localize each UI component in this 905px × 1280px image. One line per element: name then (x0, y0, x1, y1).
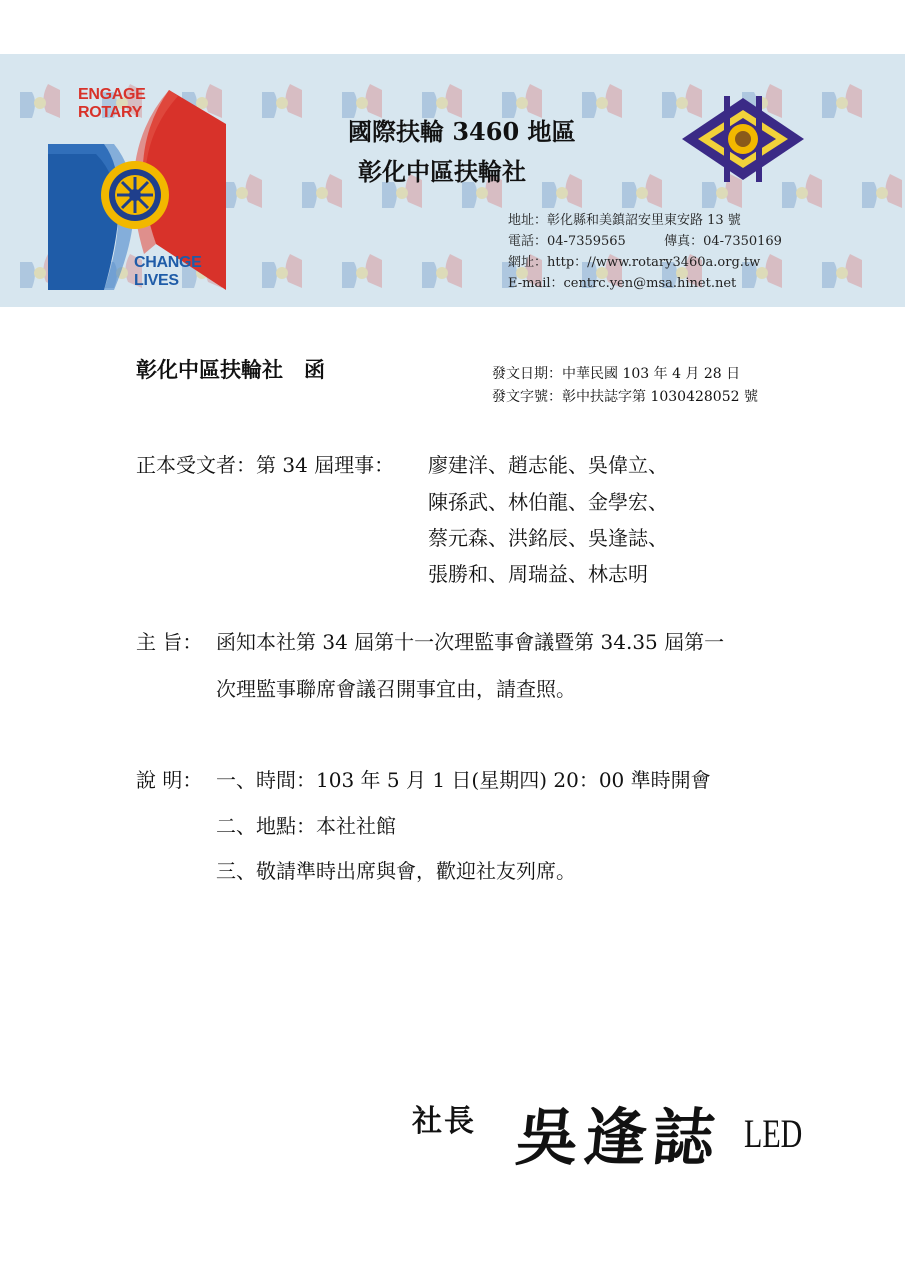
logo-text-rotary: ROTARY (78, 104, 142, 121)
recipients-line: 廖建洋、趙志能、吳偉立、 (428, 453, 668, 477)
club-emblem-icon (680, 96, 806, 182)
recipients-line: 蔡元森、洪銘辰、吳逢誌、 (428, 526, 668, 550)
engage-rotary-logo (44, 84, 228, 290)
recipients-label: 正本受文者：第 34 屆理事： (136, 453, 395, 477)
subject-line-2: 次理監事聯席會議召開事宜由，請查照。 (216, 677, 576, 701)
logo-text-change: CHANGE (134, 254, 202, 271)
explanation-item: 二、地點：本社社館 (216, 814, 396, 838)
explanation-label: 說 明： (136, 768, 203, 792)
watermark-logo-icon (300, 174, 344, 208)
issue-date: 發文日期：中華民國 103 年 4 月 28 日 (492, 366, 741, 382)
subject-label: 主 旨： (136, 630, 203, 654)
watermark-logo-icon (860, 174, 904, 208)
contact-website: 網址：http：//www.rotary3460a.org.tw (508, 255, 761, 270)
watermark-logo-icon (820, 254, 864, 288)
signature-suffix: LED (744, 1111, 803, 1156)
watermark-logo-icon (620, 174, 664, 208)
letter-meta (492, 363, 758, 409)
letter-title: 彰化中區扶輪社 函 (136, 357, 325, 382)
watermark-logo-icon (540, 174, 584, 208)
logo-text-engage: ENGAGE (78, 86, 146, 103)
signature-label: 社長 (412, 1104, 476, 1139)
recipients-line: 陳孫武、林伯龍、金學宏、 (428, 490, 668, 514)
contact-info (508, 210, 782, 294)
watermark-logo-icon (420, 254, 464, 288)
watermark-logo-icon (260, 254, 304, 288)
signature-name: 吳逢誌 (512, 1101, 725, 1174)
club-title: 彰化中區扶輪社 (358, 157, 526, 186)
watermark-logo-icon (340, 254, 384, 288)
watermark-logo-icon (820, 84, 864, 118)
letterhead-banner (0, 54, 905, 307)
contact-address: 地址：彰化縣和美鎮詔安里東安路 13 號 (508, 213, 741, 228)
issue-number: 發文字號：彰中扶誌字第 1030428052 號 (492, 389, 758, 405)
contact-fax: 傳真：04-7350169 (664, 234, 782, 249)
recipients-line: 張勝和、周瑞益、林志明 (428, 562, 648, 586)
subject-line-1: 函知本社第 34 屆第十一次理監事會議暨第 34.35 屆第一 (216, 630, 725, 654)
logo-text-lives: LIVES (134, 272, 179, 289)
explanation-item: 一、時間：103 年 5 月 1 日(星期四) 20：00 準時開會 (216, 768, 711, 792)
watermark-logo-icon (260, 84, 304, 118)
contact-email: E-mail：centrc.yen@msa.hinet.net (508, 276, 737, 291)
contact-phone-fax (508, 231, 782, 252)
watermark-logo-icon (580, 84, 624, 118)
contact-phone: 電話：04-7359565 (508, 234, 626, 249)
explanation-item: 三、敬請準時出席與會，歡迎社友列席。 (216, 859, 576, 883)
district-title: 國際扶輪 3460 地區 (348, 117, 576, 146)
